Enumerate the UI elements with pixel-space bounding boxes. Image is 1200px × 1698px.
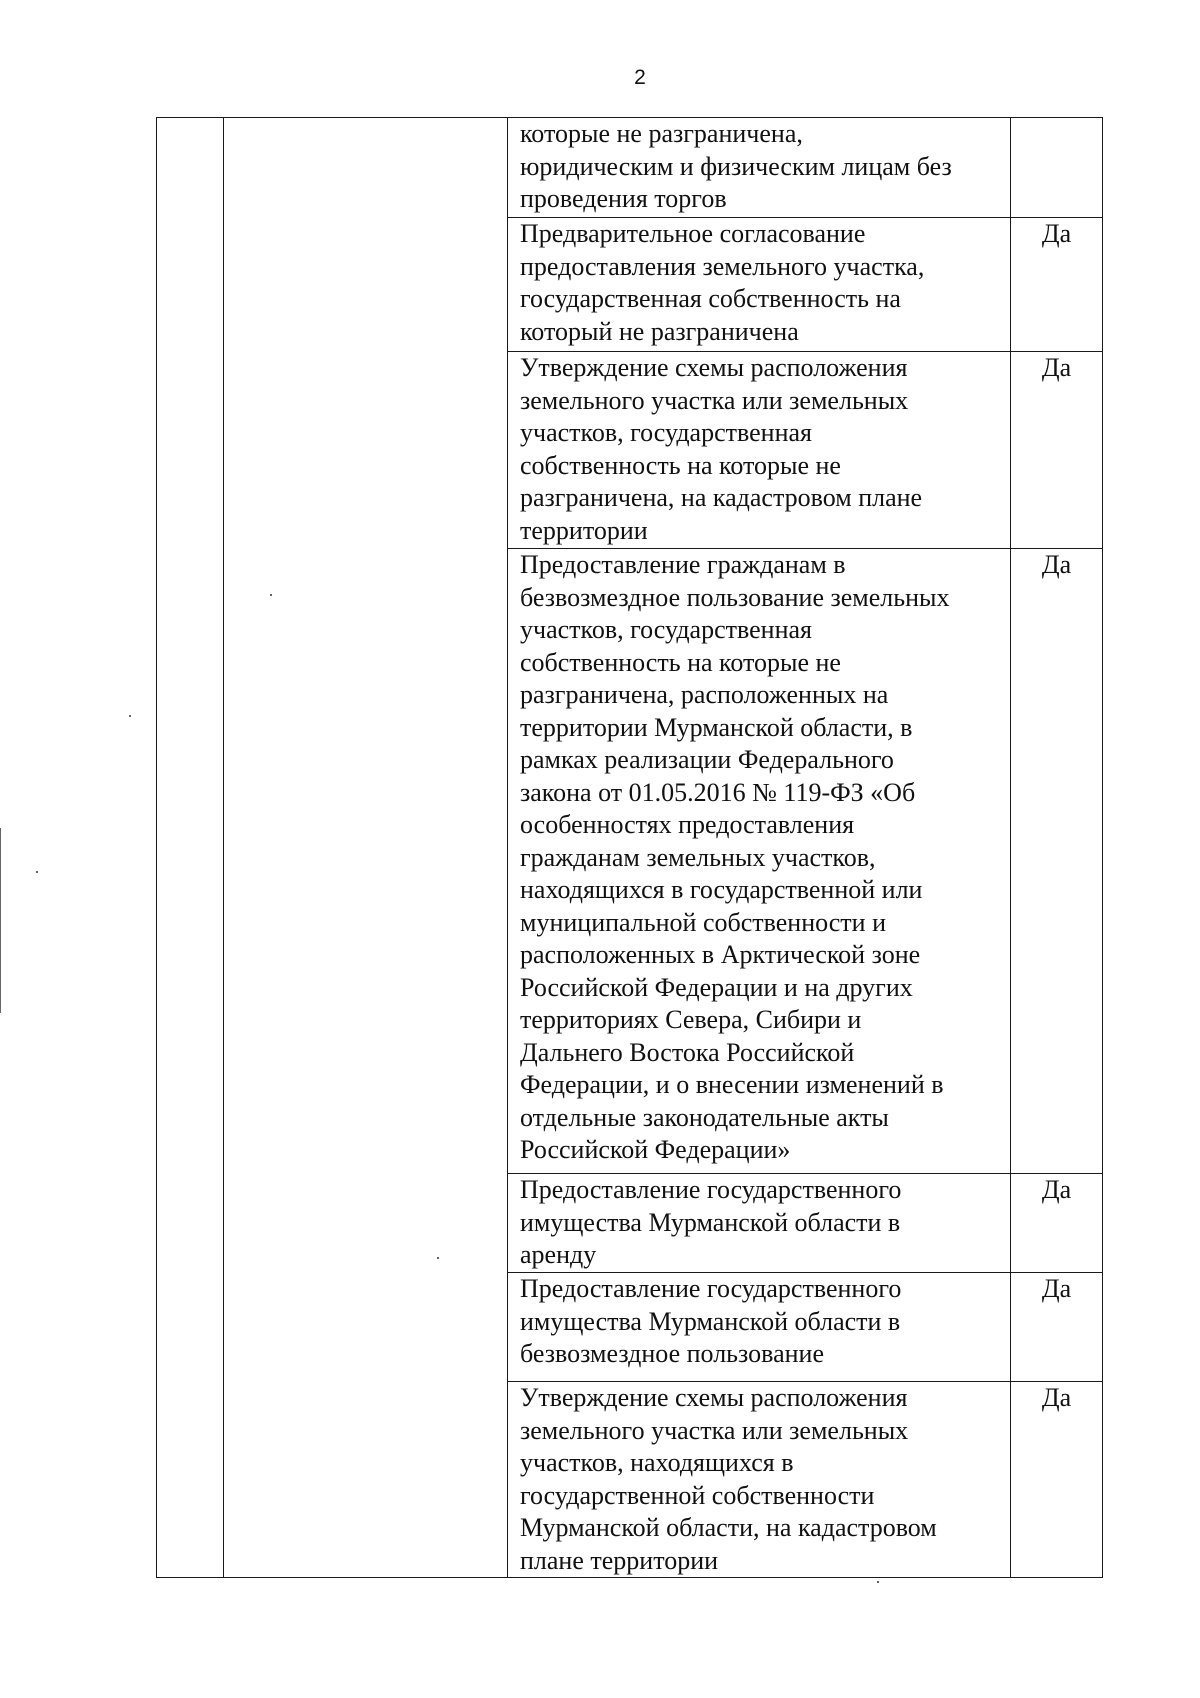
service-cell (508, 549, 1011, 1174)
scan-edge-line (0, 828, 1, 1013)
flag-cell (1011, 1273, 1103, 1382)
flag-cell (1011, 218, 1103, 352)
service-cell (508, 218, 1011, 352)
service-name: Предоставление государственного имущества Мурманской области в безвозмездное пользование (520, 1274, 902, 1368)
flag-cell (1011, 352, 1103, 549)
service-name: которые не разграничена, юридическим и физическим лицам без проведения торгов (520, 119, 952, 213)
service-cell (508, 1273, 1011, 1382)
service-name: Предварительное согласование предоставления земельного участка, государственная собственность на который не разграничена (520, 219, 925, 346)
flag-cell (1011, 1174, 1103, 1273)
flag-cell (1011, 549, 1103, 1174)
service-name: Предоставление гражданам в безвозмездное пользование земельных участков, государственная собственность на которые не разграничена, расположенных на территории Мурманской области, в рамках реализации Федерального закона от 01.05.2016 № 119-ФЗ «Об особенностях предоставления гражданам земельных участков, находящихся в государственной или муниципальной собственности и расположенных в Арктической зоне Российской Федерации и на других территориях Севера, Сибири и Дальнего Востока Российской Федерации, и о внесении изменений в отдельные законодательные акты Российской Федерации» (520, 550, 950, 1164)
service-cell (508, 118, 1011, 218)
flag-value: Да (1041, 1274, 1072, 1303)
service-cell (508, 352, 1011, 549)
page-number: 2 (634, 66, 646, 89)
flag-cell (1011, 118, 1103, 218)
authority-cell (224, 118, 508, 1578)
scan-speck (437, 1257, 439, 1259)
service-name: Предоставление государственного имущества Мурманской области в аренду (520, 1175, 902, 1269)
flag-value: Да (1041, 550, 1072, 579)
flag-cell (1011, 1382, 1103, 1578)
flag-value: Да (1041, 353, 1072, 382)
flag-value: Да (1041, 219, 1072, 248)
service-cell (508, 1382, 1011, 1578)
service-name: Утверждение схемы расположения земельного участка или земельных участков, находящихся в государственной собственности Мурманской области, на кадастровом плане территории (520, 1383, 937, 1575)
scan-speck (270, 594, 272, 596)
scan-speck (129, 715, 131, 717)
table-row (157, 118, 1103, 218)
scan-speck (36, 871, 38, 873)
number-cell (157, 118, 224, 1578)
service-name: Утверждение схемы расположения земельного участка или земельных участков, государственная собственность на которые не разграничена, на кадастровом плане территории (520, 353, 923, 545)
services-table (156, 117, 1103, 1578)
service-cell (508, 1174, 1011, 1273)
flag-value: Да (1041, 1175, 1072, 1204)
flag-value: Да (1041, 1383, 1072, 1412)
scan-speck (877, 1581, 879, 1583)
